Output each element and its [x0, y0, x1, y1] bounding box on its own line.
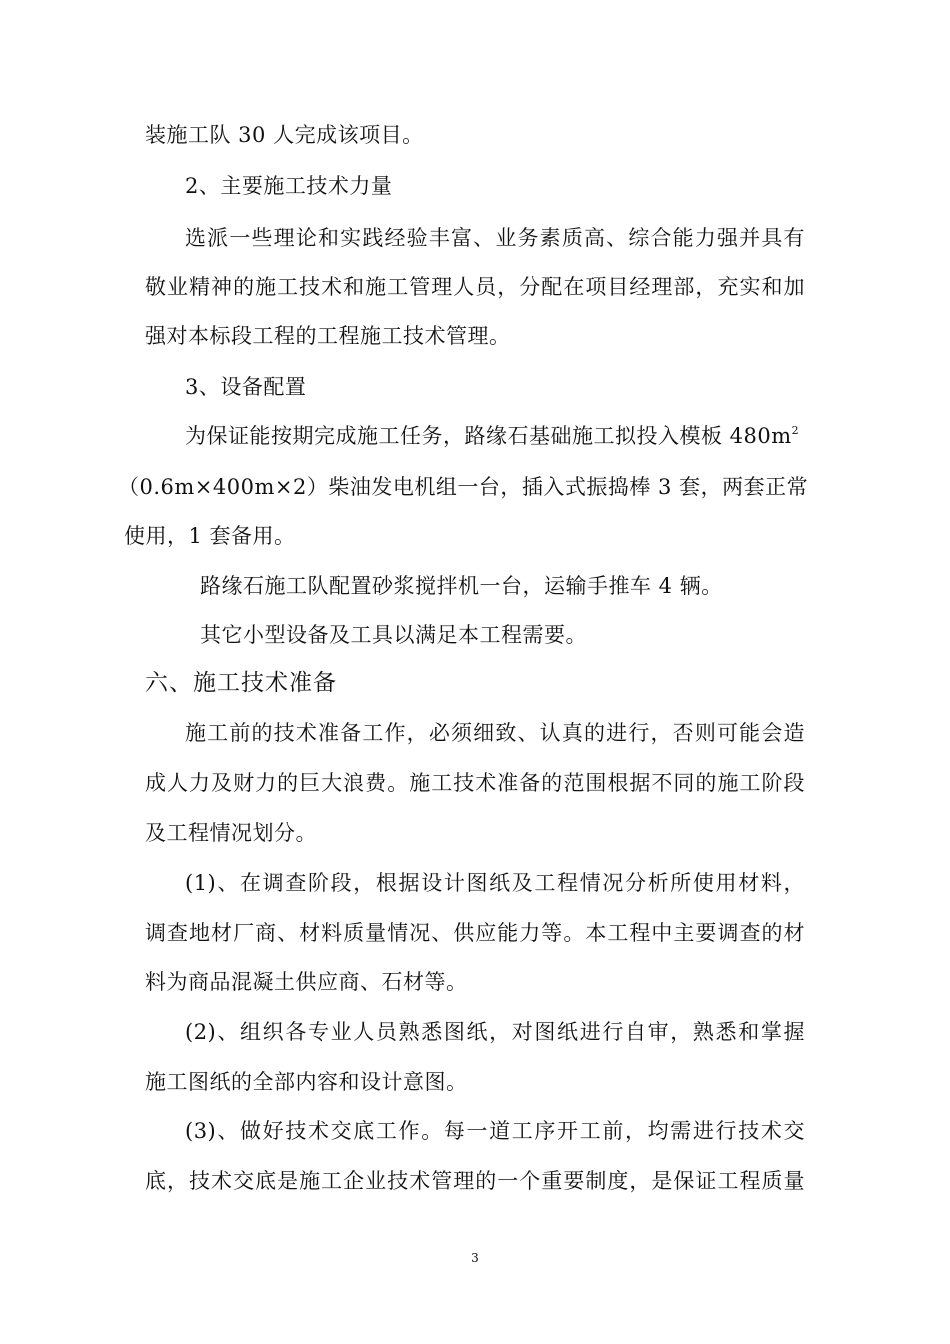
- paragraph-line: 装施工队 30 人完成该项目。: [145, 123, 424, 147]
- paragraph-line: 敬业精神的施工技术和施工管理人员，分配在项目经理部，充实和加: [145, 275, 805, 299]
- subsection-heading: 2、主要施工技术力量: [185, 174, 393, 198]
- paragraph-line: (1)、在调查阶段，根据设计图纸及工程情况分析所使用材料，: [185, 871, 805, 895]
- paragraph-line: 料为商品混凝土供应商、石材等。: [145, 970, 468, 994]
- paragraph-line: 使用，1 套备用。: [124, 524, 296, 548]
- paragraph-line: (2)、组织各专业人员熟悉图纸，对图纸进行自审，熟悉和掌握: [185, 1020, 805, 1044]
- paragraph-line: 路缘石施工队配置砂浆搅拌机一台，运输手推车 4 辆。: [200, 574, 723, 598]
- page-number: 3: [471, 1251, 479, 1265]
- paragraph-line: 强对本标段工程的工程施工技术管理。: [145, 324, 511, 348]
- paragraph-line: 其它小型设备及工具以满足本工程需要。: [200, 623, 587, 647]
- paragraph-line-text: 为保证能按期完成施工任务，路缘石基础施工拟投入模板 480m: [185, 424, 792, 448]
- paragraph-line: 施工图纸的全部内容和设计意图。: [145, 1070, 468, 1094]
- paragraph-line: (3)、做好技术交底工作。每一道工序开工前，均需进行技术交: [185, 1119, 805, 1143]
- paragraph-line: 底，技术交底是施工企业技术管理的一个重要制度，是保证工程质量: [145, 1169, 805, 1193]
- paragraph-line: [185, 421, 799, 451]
- paragraph-line: 选派一些理论和实践经验丰富、业务素质高、综合能力强并具有: [185, 226, 805, 250]
- paragraph-line: （0.6m×400m×2）柴油发电机组一台，插入式振捣棒 3 套，两套正常: [118, 475, 809, 499]
- superscript: 2: [791, 424, 800, 437]
- paragraph-line: 成人力及财力的巨大浪费。施工技术准备的范围根据不同的施工阶段: [145, 771, 805, 795]
- paragraph-line: 调查地材厂商、材料质量情况、供应能力等。本工程中主要调查的材: [145, 921, 805, 945]
- paragraph-line: 施工前的技术准备工作，必须细致、认真的进行，否则可能会造: [185, 721, 805, 745]
- subsection-heading: 3、设备配置: [185, 375, 307, 399]
- section-heading: 六、施工技术准备: [145, 670, 337, 696]
- paragraph-line: 及工程情况划分。: [145, 821, 317, 845]
